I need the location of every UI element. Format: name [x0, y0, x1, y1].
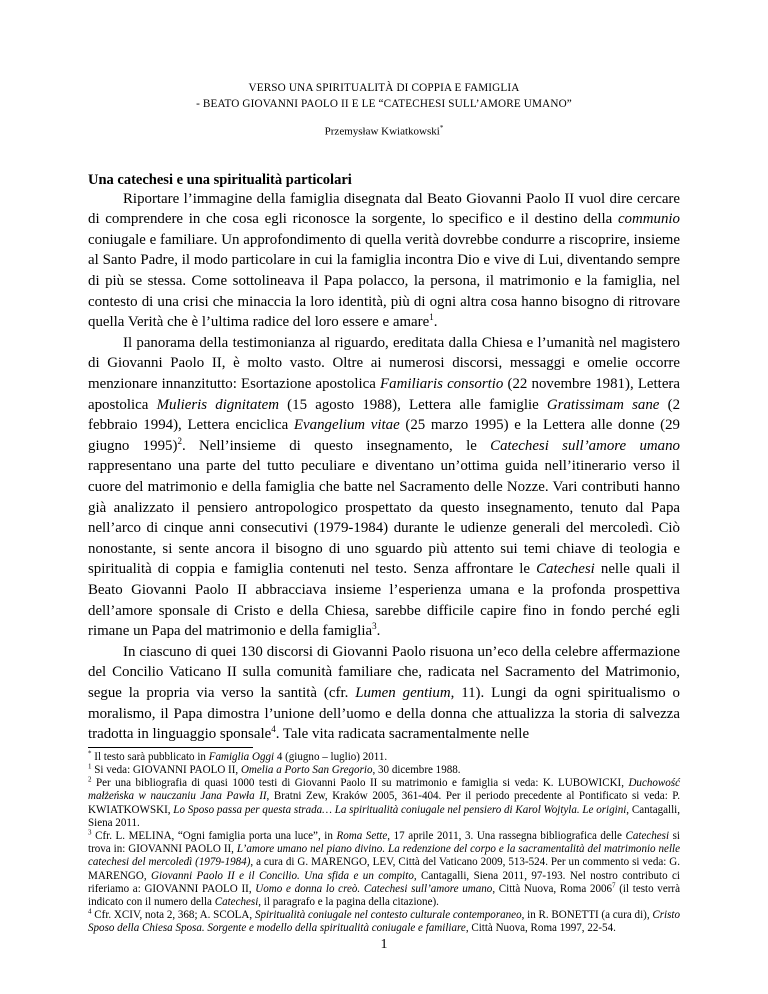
paragraph-2: Il panorama della testimonianza al riguardo, ereditata dalla Chiesa e l’umanità nel magistero di Giovanni Paolo II, è molto vasto. Oltre ai numerosi discorsi, messaggi e omelie occorre menzionare innanzitutto: Esortazione apostolica Familiaris consortio (22 novembre 1981), Lettera apostolica Mulieris dignitatem (15 agosto 1988), Lettera alle famiglie Gratissimam sane (2 febbraio 1994), Lettera enciclica Evangelium vitae (25 marzo 1995) e la Lettera alle donne (29 giugno 1995)$^2$. Nell’insieme di questo insegnamento, le Catechesi sull’amore umano rappresentano una parte del tutto peculiare e diventano un’ottima guida nell’itinerario verso il cuore del matrimonio e della famiglia che batte nel Sacramento delle Nozze. Vari contributi hanno già analizzato il pensiero antropologico prospettato da questo insegnamento, tenuto dal Papa nell’arco di cinque anni consecutivi (1979-1984) durante le udienze generali del mercoledì. Ciò nonostante, si sente ancora il bisogno di uno sguardo più attento sui temi chiave di teologia e spiritualità di coppia e famiglia contenuti nel testo. Senza affrontare le Catechesi nelle quali il Beato Giovanni Paolo II abbracciava insieme l’esperienza umana e la profonda prospettiva dell’amore sponsale di Cristo e della Chiesa, sarebbe difficile capire fino in fondo perché egli rimane un Papa del matrimonio e della famiglia$^3$.	[88, 334, 681, 640]
footnote-ref: 2	[177, 435, 182, 446]
footnote-ref: 1	[429, 312, 434, 323]
footnote-2: $^2$ Per una bibliografia di quasi 1000 testi di Giovanni Paolo II su matrimonio e famiglia si veda: K. LUBOWICKI, Duchowość małżeńska w nauczaniu Jana Pawła II, Bratni Zew, Kraków 2005, 361-404. Per il periodo precedente al Pontificato si veda: P. KWIATKOWSKI, Lo Sposo passa per questa strada… La spiritualità coniugale nel pensiero di Karol Wojtyla. Le origini, Cantagalli, Siena 2011.	[88, 775, 680, 829]
footnotes	[88, 751, 680, 936]
footnote-separator	[88, 747, 253, 748]
author-name: Przemysław Kwiatkowski*	[324, 124, 444, 138]
footnote-4: $^4$ Cfr. XCIV, nota 2, 368; A. SCOLA, Spiritualità coniugale nel contesto culturale contemporaneo, in R. BONETTI (a cura di), Cristo Sposo della Chiesa Sposa. Sorgente e modello della spiritualità coniugale e familiare, Città Nuova, Roma 1997, 22-54.	[88, 907, 680, 935]
document-page	[88, 80, 680, 936]
article-title-line1: VERSO UNA SPIRITUALITÀ DI COPPIA E FAMIGLIA	[248, 82, 520, 94]
body-text	[88, 189, 680, 745]
footnote-ref: 3	[372, 621, 377, 632]
article-title-line2: - BEATO GIOVANNI PAOLO II E LE “CATECHESI SULL’AMORE UMANO”	[196, 98, 572, 110]
paragraph-3: In ciascuno di quei 130 discorsi di Giovanni Paolo risuona un’eco della celebre affermazione del Concilio Vaticano II sulla comunità familiare che, radicata nel Sacramento del Matrimonio, segue la propria via verso la santità (cfr. Lumen gentium, 11). Lungi da ogni spiritualismo o moralismo, il Papa dimostra l’unione dell’uomo e della donna che attualizza la storia di salvezza tradotta in linguaggio sponsale$^4$. Tale vita radicata sacramentalmente nelle	[88, 643, 680, 743]
section-heading: Una catechesi e una spiritualità particolari	[88, 171, 352, 188]
author-footnote-mark: *	[439, 124, 444, 132]
paragraph-1: Riportare l’immagine della famiglia disegnata dal Beato Giovanni Paolo II vuol dire cercare di comprendere in che cosa egli riconosce la sorgente, lo specifico e il destino della communio coniugale e familiare. Un approfondimento di quella verità dovrebbe condurre a riscoprire, insieme al Santo Padre, il modo particolare in cui la famiglia incontra Dio e vive di Lui, diventando sempre di più se stessa. Come sottolineava il Papa polacco, la persona, il matrimonio e la famiglia, nel contesto di una crisi che minaccia la loro identità, più di ogni altra cosa hanno bisogno di ritrovare quella Verità che è l’ultima radice del loro essere e amare$^1$.	[88, 190, 680, 331]
footnote-ref: 4	[271, 724, 276, 735]
footnote-author: * Il testo sarà pubblicato in Famiglia Oggi 4 (giugno – luglio) 2011.	[88, 749, 388, 763]
page-number: 1	[380, 937, 388, 952]
footnote-3: $^3$ Cfr. L. MELINA, “Ogni famiglia porta una luce”, in Roma Sette, 17 aprile 2011, 3. Una rassegna bibliografica delle Catechesi si trova in: GIOVANNI PAOLO II, L’amore umano nel piano divino. La redenzione del corpo e la sacramentalità del matrimonio nelle catechesi del mercoledì (1979-1984), a cura di G. MARENGO, LEV, Città del Vaticano 2009, 513-524. Per un commento si veda: G. MARENGO, Giovanni Paolo II e il Concilio. Una sfida e un compito, Cantagalli, Siena 2011, 97-193. Nel nostro contributo ci riferiamo a: GIOVANNI PAOLO II, Uomo e donna lo creò. Catechesi sull’amore umano, Città Nuova, Roma 2006$^7$ (il testo verrà indicato con il numero della Catechesi, il paragrafo e la pagina della citazione).	[88, 828, 680, 908]
footnote-1: $^1$ Si veda: GIOVANNI PAOLO II, Omelia a Porto San Gregorio, 30 dicembre 1988.	[88, 762, 461, 776]
